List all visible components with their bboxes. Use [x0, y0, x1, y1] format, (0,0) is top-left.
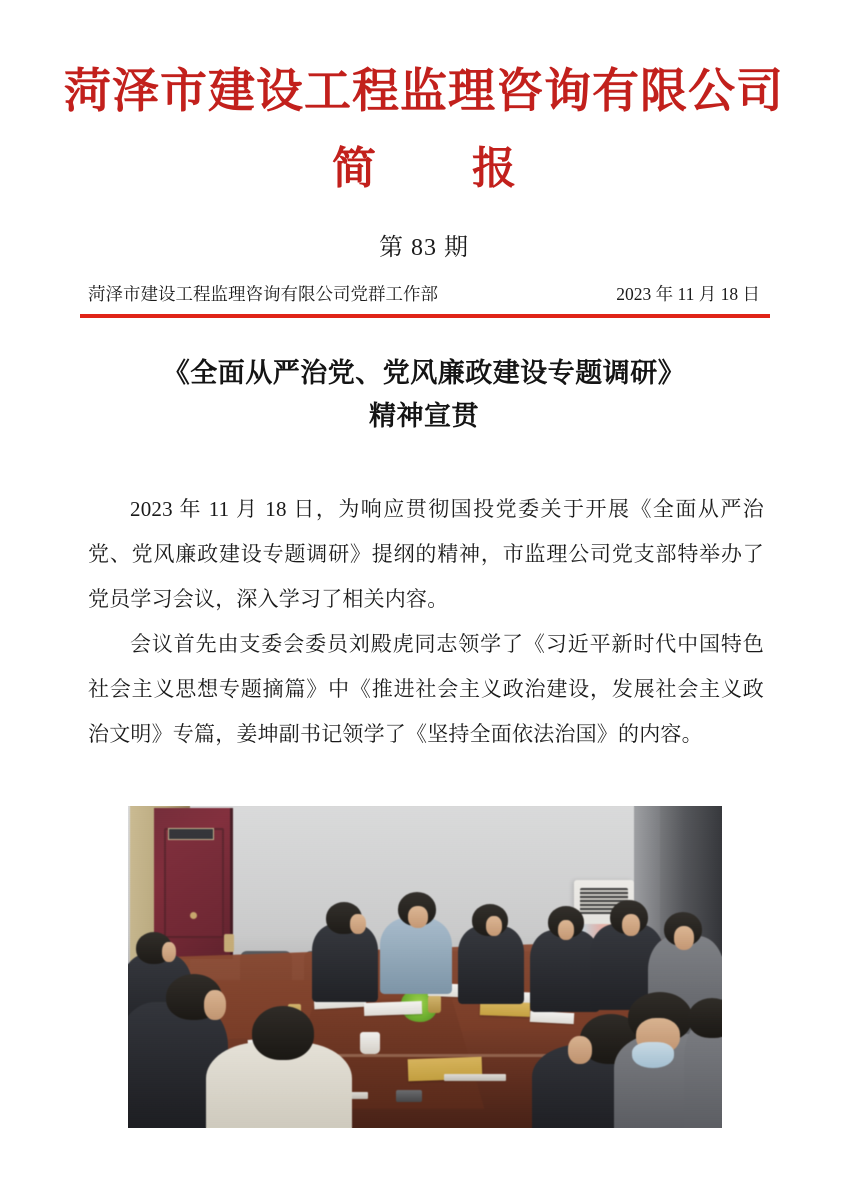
article-body	[88, 487, 764, 757]
photo-attendee-torso	[312, 924, 378, 1002]
issue-number: 第 83 期	[379, 235, 469, 261]
photo-attendee-face	[162, 942, 176, 962]
photo-face-mask	[632, 1042, 674, 1068]
photo-attendee-head	[252, 1006, 314, 1060]
photo-document	[364, 1001, 422, 1016]
photo-attendee-face	[486, 916, 502, 936]
photo-door-handle	[224, 934, 234, 952]
photo-attendee-face	[204, 990, 226, 1020]
issue-date: 2023 年 11 月 18 日	[616, 284, 760, 304]
photo-chairperson-face	[408, 906, 428, 928]
photo-attendee-torso	[458, 926, 524, 1004]
photo-table-socket	[444, 1074, 506, 1081]
article-title-line-1: 《全面从严治党、党风廉政建设专题调研》	[162, 358, 686, 388]
photo-attendee-face	[568, 1036, 592, 1064]
masthead-meta-row	[88, 282, 763, 306]
issuing-department: 菏泽市建设工程监理咨询有限公司党群工作部	[88, 284, 438, 304]
photo-tea-cup	[428, 996, 441, 1013]
photo-microphone-base	[396, 1090, 422, 1102]
article-paragraph: 会议首先由支委会委员刘殿虎同志领学了《习近平新时代中国特色社会主义思想专题摘篇》中《推进社会主义政治建设，发展社会主义政治文明》专篇，姜坤副书记领学了《坚持全面依法治国》的内容。	[88, 632, 764, 746]
masthead-publication-name: 简 报	[332, 144, 542, 193]
article-title	[0, 352, 848, 438]
photo-attendee-face	[674, 926, 694, 950]
meeting-photo	[128, 806, 722, 1128]
masthead-red-divider	[80, 314, 770, 318]
photo-attendee-face	[622, 914, 640, 936]
masthead	[0, 62, 848, 198]
photo-attendee-head	[688, 998, 722, 1038]
article-paragraph: 2023 年 11 月 18 日，为响应贯彻国投党委关于开展《全面从严治党、党风廉政建设专题调研》提纲的精神，市监理公司党支部特举办了党员学习会议，深入学习了相关内容。	[88, 497, 764, 611]
photo-attendee-face	[558, 920, 574, 940]
photo-door-panel	[164, 828, 224, 938]
photo-mug	[360, 1032, 380, 1054]
photo-document	[530, 1011, 575, 1024]
meeting-photo-scene	[128, 806, 722, 1128]
photo-door-sign	[168, 828, 214, 840]
photo-door-knob	[190, 912, 197, 919]
photo-attendee-face	[350, 914, 366, 934]
article-title-line-2: 精神宣贯	[369, 401, 479, 431]
masthead-company-name: 菏泽市建设工程监理咨询有限公司	[64, 66, 784, 118]
photo-chairperson-torso	[380, 918, 452, 994]
